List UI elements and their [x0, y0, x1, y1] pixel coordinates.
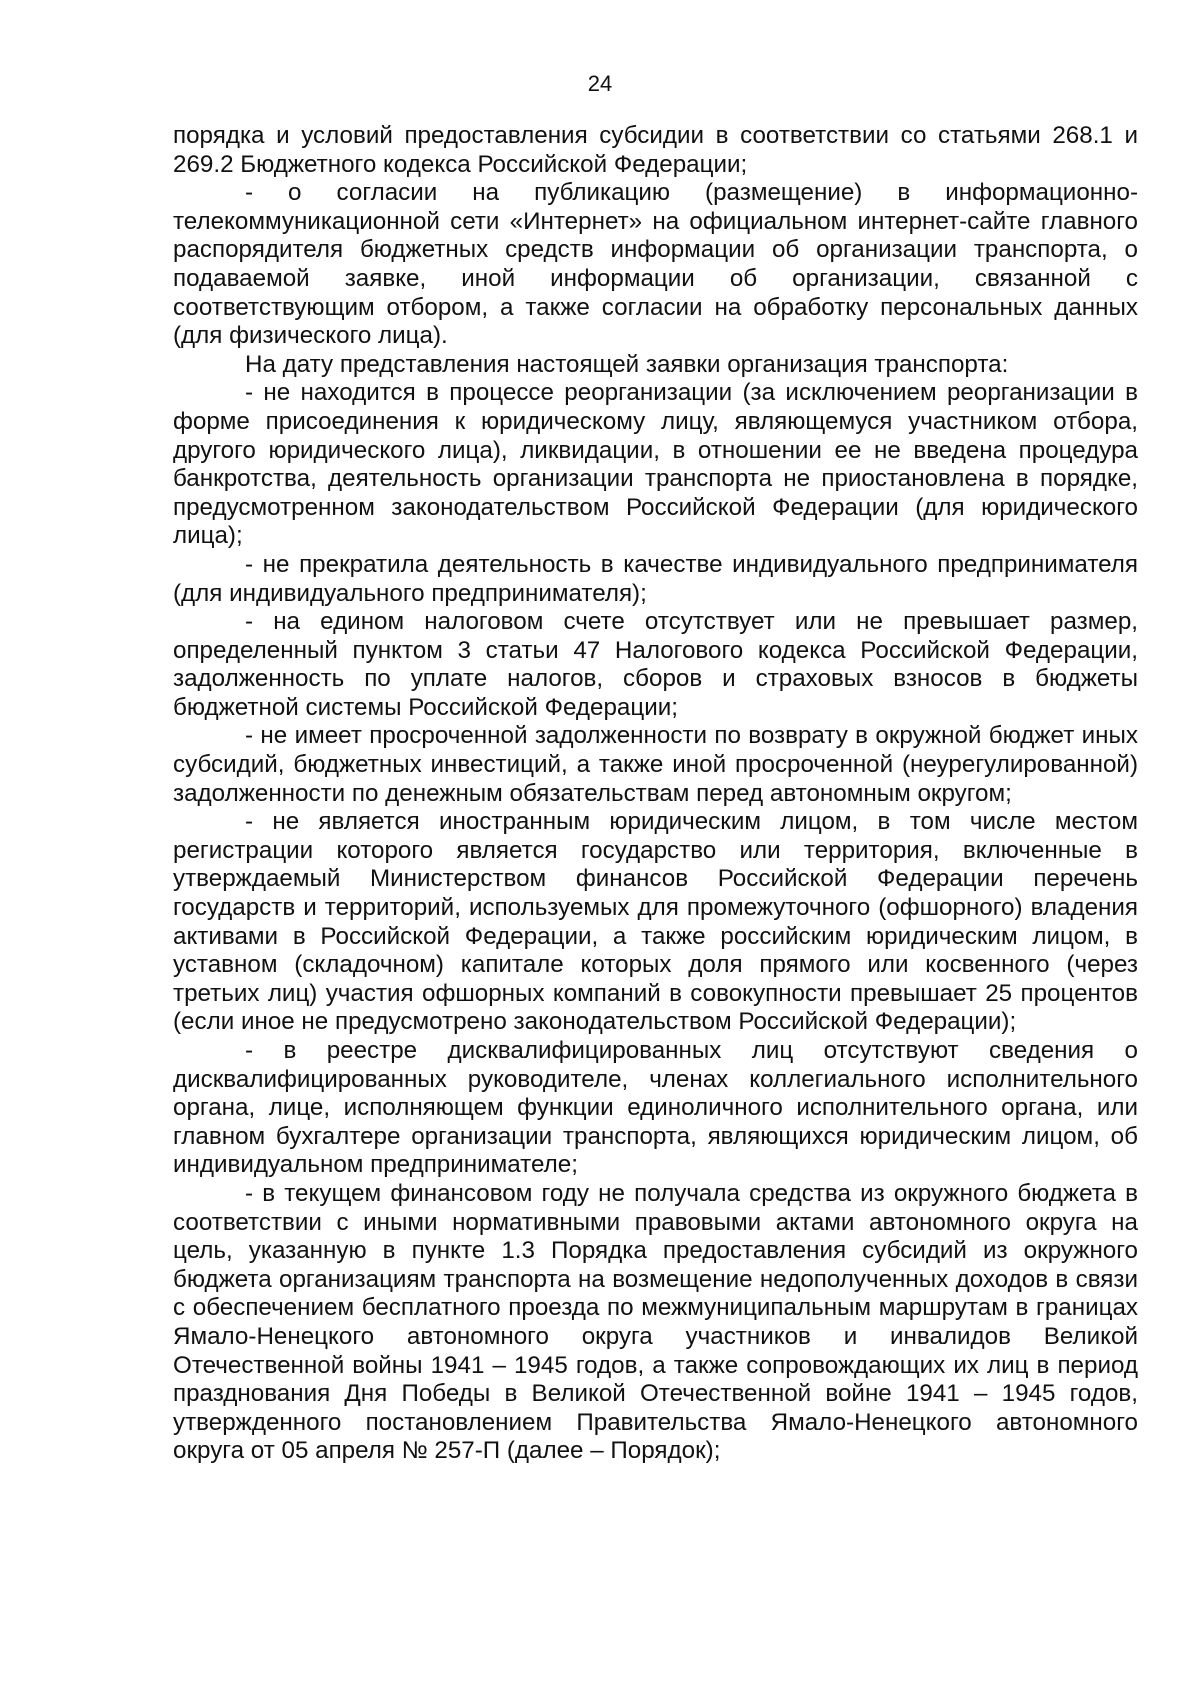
paragraph-consent-publication: - о согласии на публикацию (размещение) в информационно-телекоммуникационной сети «Интернет» на официальном интернет-сайте главного распорядителя бюджетных средств информации об организации транспорта, о подаваемой заявке, иной информации об организации, связанной с соответствующим отбором, а также согласии на обработку персональных данных (для физического лица). — [173, 179, 1138, 350]
paragraph-no-other-funds: - в текущем финансовом году не получала средства из окружного бюджета в соответствии с иными нормативными правовыми актами автономного округа на цель, указанную в пункте 1.3 Порядка предоставления субсидий из окружного бюджета организациям транспорта на возмещение недополученных доходов в связи с обеспечением бесплатного проезда по межмуниципальным маршрутам в границах Ямало-Ненецкого автономного округа участников и инвалидов Великой Отечественной войны 1941 – 1945 годов, а также сопровождающих их лиц в период празднования Дня Победы в Великой Отечественной войне 1941 – 1945 годов, утвержденного постановлением Правительства Ямало-Ненецкого автономного округа от 05 апреля № 257-П (далее – Порядок); — [173, 1179, 1138, 1465]
paragraph-application-date: На дату представления настоящей заявки организация транспорта: — [245, 350, 1009, 378]
paragraph-continuation: порядка и условий предоставления субсидии в соответствии со статьями 268.1 и 269.2 Бюджетного кодекса Российской Федерации; — [173, 122, 1138, 178]
paragraph-not-foreign-entity: - не является иностранным юридическим лицом, в том числе местом регистрации которого является государство или территория, включенные в утверждаемый Министерством финансов Российской Федерации перечень государств и территорий, используемых для промежуточного (офшорного) владения активами в Российской Федерации, а также российским юридическим лицом, в уставном (складочном) капитале которых доля прямого или косвенного (через третьих лиц) участия офшорных компаний в совокупности превышает 25 процентов (если иное не предусмотрено законодательством Российской Федерации); — [173, 808, 1138, 1036]
page-number: 24 — [587, 71, 613, 96]
paragraph-no-reorganization: - не находится в процессе реорганизации (за исключением реорганизации в форме присоединения к юридическому лицу, являющемуся участником отбора, другого юридического лица), ликвидации, в отношении ее не введена процедура банкротства, деятельность организации транспорта не приостановлена в порядке, предусмотренном законодательством Российской Федерации (для юридического лица); — [173, 379, 1138, 550]
document-body — [173, 122, 1138, 1466]
paragraph-tax-debt: - на едином налоговом счете отсутствует или не превышает размер, определенный пунктом 3 статьи 47 Налогового кодекса Российской Федерации, задолженность по уплате налогов, сборов и страховых взносов в бюджеты бюджетной системы Российской Федерации; — [173, 608, 1138, 721]
paragraph-disqualified-registry: - в реестре дисквалифицированных лиц отсутствуют сведения о дисквалифицированных руководителе, членах коллегиального исполнительного органа, лице, исполняющем функции единоличного исполнительного органа, или главном бухгалтере организации транспорта, являющихся юридическим лицом, об индивидуальном предпринимателе; — [173, 1037, 1138, 1179]
paragraph-no-termination: - не прекратила деятельность в качестве индивидуального предпринимателя (для индивидуального предпринимателя); — [173, 550, 1138, 607]
paragraph-overdue-debt: - не имеет просроченной задолженности по возврату в окружной бюджет иных субсидий, бюджетных инвестиций, а также иной просроченной (неурегулированной) задолженности по денежным обязательствам перед автономным округом; — [173, 722, 1138, 807]
